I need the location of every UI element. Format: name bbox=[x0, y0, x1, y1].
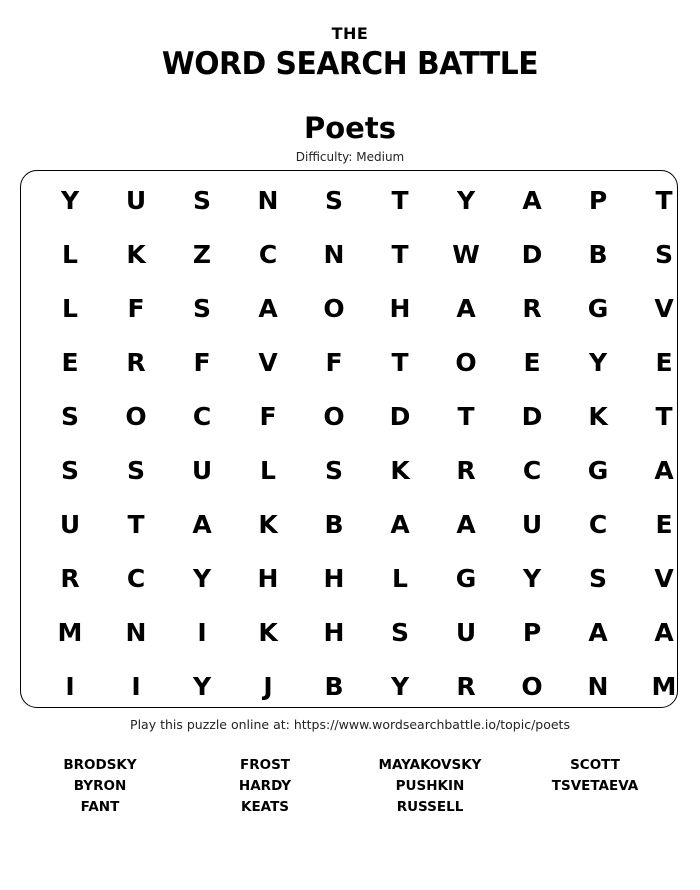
grid-letter[interactable]: T bbox=[457, 401, 475, 431]
grid-letter[interactable]: I bbox=[197, 617, 207, 647]
word-list-item: TSVETAEVA bbox=[551, 778, 639, 794]
grid-letter[interactable]: R bbox=[126, 347, 146, 377]
grid-letter[interactable]: A bbox=[654, 617, 674, 647]
grid-letter[interactable]: K bbox=[258, 509, 278, 539]
grid-letter[interactable]: H bbox=[323, 563, 345, 593]
grid-letter[interactable]: K bbox=[588, 401, 608, 431]
word-list-item: RUSSELL bbox=[396, 799, 464, 815]
grid-letter[interactable]: T bbox=[391, 185, 409, 215]
grid-letter[interactable]: I bbox=[65, 671, 75, 701]
grid-letter[interactable]: D bbox=[521, 239, 543, 269]
grid-letter[interactable]: L bbox=[62, 239, 78, 269]
letter-grid bbox=[37, 173, 697, 713]
grid-letter[interactable]: F bbox=[325, 347, 343, 377]
brand-the: THE bbox=[331, 24, 369, 43]
word-list-column bbox=[515, 755, 675, 797]
grid-letter[interactable]: S bbox=[60, 455, 79, 485]
grid-letter[interactable]: A bbox=[456, 509, 476, 539]
grid-letter[interactable]: G bbox=[455, 563, 477, 593]
grid-letter[interactable]: W bbox=[452, 239, 480, 269]
grid-letter[interactable]: S bbox=[126, 455, 145, 485]
grid-letter[interactable]: A bbox=[258, 293, 278, 323]
grid-letter[interactable]: Y bbox=[456, 185, 476, 215]
word-list-item: PUSHKIN bbox=[395, 778, 465, 794]
grid-letter[interactable]: O bbox=[521, 671, 543, 701]
grid-letter[interactable]: O bbox=[455, 347, 477, 377]
grid-letter[interactable]: T bbox=[127, 509, 145, 539]
grid-letter[interactable]: G bbox=[587, 293, 609, 323]
grid-letter[interactable]: R bbox=[456, 671, 476, 701]
grid-letter[interactable]: M bbox=[57, 617, 83, 647]
grid-letter[interactable]: D bbox=[389, 401, 411, 431]
grid-letter[interactable]: S bbox=[192, 185, 211, 215]
grid-letter[interactable]: Y bbox=[192, 671, 212, 701]
word-list-item: FANT bbox=[80, 799, 120, 815]
grid-letter[interactable]: M bbox=[651, 671, 677, 701]
word-list-item: BRODSKY bbox=[63, 757, 137, 773]
grid-letter[interactable]: S bbox=[654, 239, 673, 269]
grid-letter[interactable]: E bbox=[655, 347, 673, 377]
grid-letter[interactable]: R bbox=[456, 455, 476, 485]
grid-letter[interactable]: P bbox=[588, 185, 608, 215]
word-list-item: SCOTT bbox=[570, 757, 620, 773]
grid-letter[interactable]: E bbox=[61, 347, 79, 377]
grid-letter[interactable]: O bbox=[125, 401, 147, 431]
word-list-item: FROST bbox=[239, 757, 291, 773]
grid-letter[interactable]: A bbox=[390, 509, 410, 539]
grid-letter[interactable]: P bbox=[522, 617, 542, 647]
grid-letter[interactable]: N bbox=[257, 185, 279, 215]
grid-letter[interactable]: F bbox=[193, 347, 211, 377]
grid-letter[interactable]: L bbox=[260, 455, 276, 485]
brand-logo: WORD SEARCH BATTLE bbox=[161, 46, 539, 82]
grid-letter[interactable]: H bbox=[323, 617, 345, 647]
grid-letter[interactable]: U bbox=[455, 617, 477, 647]
grid-letter[interactable]: K bbox=[126, 239, 146, 269]
grid-letter[interactable]: Y bbox=[192, 563, 212, 593]
grid-letter[interactable]: A bbox=[456, 293, 476, 323]
grid-letter[interactable]: K bbox=[258, 617, 278, 647]
grid-letter[interactable]: Y bbox=[588, 347, 608, 377]
word-list-item: MAYAKOVSKY bbox=[378, 757, 482, 773]
grid-letter[interactable]: C bbox=[192, 401, 212, 431]
grid-letter[interactable]: B bbox=[324, 671, 344, 701]
word-list-column bbox=[350, 755, 510, 818]
grid-letter[interactable]: T bbox=[391, 347, 409, 377]
grid-letter[interactable]: B bbox=[324, 509, 344, 539]
grid-letter[interactable]: V bbox=[258, 347, 278, 377]
grid-letter[interactable]: E bbox=[523, 347, 541, 377]
grid-letter[interactable]: G bbox=[587, 455, 609, 485]
grid-letter[interactable]: C bbox=[126, 563, 146, 593]
grid-letter[interactable]: T bbox=[655, 401, 673, 431]
play-online-link[interactable]: Play this puzzle online at: https://www.wordsearchbattle.io/topic/poets bbox=[130, 717, 570, 732]
grid-letter[interactable]: C bbox=[522, 455, 542, 485]
grid-letter[interactable]: N bbox=[587, 671, 609, 701]
grid-letter[interactable]: O bbox=[323, 293, 345, 323]
grid-letter[interactable]: H bbox=[257, 563, 279, 593]
grid-letter[interactable]: Y bbox=[522, 563, 542, 593]
grid-letter[interactable]: D bbox=[521, 401, 543, 431]
grid-letter[interactable]: S bbox=[192, 293, 211, 323]
grid-letter[interactable]: L bbox=[392, 563, 408, 593]
grid-letter[interactable]: U bbox=[191, 455, 213, 485]
puzzle-title: Poets bbox=[304, 111, 396, 145]
grid-letter[interactable]: O bbox=[323, 401, 345, 431]
grid-letter[interactable]: A bbox=[192, 509, 212, 539]
grid-letter[interactable]: U bbox=[59, 509, 81, 539]
grid-letter[interactable]: A bbox=[522, 185, 542, 215]
word-list-column bbox=[20, 755, 180, 818]
word-list-item: HARDY bbox=[238, 778, 292, 794]
grid-letter[interactable]: I bbox=[131, 671, 141, 701]
grid-letter[interactable]: J bbox=[263, 671, 273, 701]
grid-letter[interactable]: C bbox=[258, 239, 278, 269]
grid-letter[interactable]: A bbox=[588, 617, 608, 647]
grid-letter[interactable]: H bbox=[389, 293, 411, 323]
grid-letter[interactable]: U bbox=[125, 185, 147, 215]
grid-letter[interactable]: V bbox=[654, 563, 674, 593]
difficulty-label: Difficulty: Medium bbox=[295, 150, 405, 164]
grid-letter[interactable]: F bbox=[127, 293, 145, 323]
grid-letter[interactable]: S bbox=[324, 455, 343, 485]
grid-letter[interactable]: N bbox=[323, 239, 345, 269]
grid-letter[interactable]: R bbox=[60, 563, 80, 593]
grid-letter[interactable]: S bbox=[588, 563, 607, 593]
grid-letter[interactable]: N bbox=[125, 617, 147, 647]
grid-letter[interactable]: T bbox=[655, 185, 673, 215]
grid-letter[interactable]: Y bbox=[390, 671, 410, 701]
grid-letter[interactable]: U bbox=[521, 509, 543, 539]
grid-letter[interactable]: E bbox=[655, 509, 673, 539]
grid-letter[interactable]: Y bbox=[60, 185, 80, 215]
grid-letter[interactable]: Z bbox=[192, 239, 212, 269]
letter-grid-frame bbox=[20, 170, 678, 708]
grid-letter[interactable]: L bbox=[62, 293, 78, 323]
word-list-item: KEATS bbox=[240, 799, 289, 815]
grid-letter[interactable]: T bbox=[391, 239, 409, 269]
word-list-item: BYRON bbox=[73, 778, 127, 794]
word-list-column bbox=[185, 755, 345, 818]
grid-letter[interactable]: S bbox=[324, 185, 343, 215]
grid-letter[interactable]: B bbox=[588, 239, 608, 269]
grid-letter[interactable]: V bbox=[654, 293, 674, 323]
grid-letter[interactable]: K bbox=[390, 455, 410, 485]
grid-letter[interactable]: A bbox=[654, 455, 674, 485]
grid-letter[interactable]: S bbox=[390, 617, 409, 647]
grid-letter[interactable]: C bbox=[588, 509, 608, 539]
grid-letter[interactable]: F bbox=[259, 401, 277, 431]
grid-letter[interactable]: S bbox=[60, 401, 79, 431]
grid-letter[interactable]: R bbox=[522, 293, 542, 323]
